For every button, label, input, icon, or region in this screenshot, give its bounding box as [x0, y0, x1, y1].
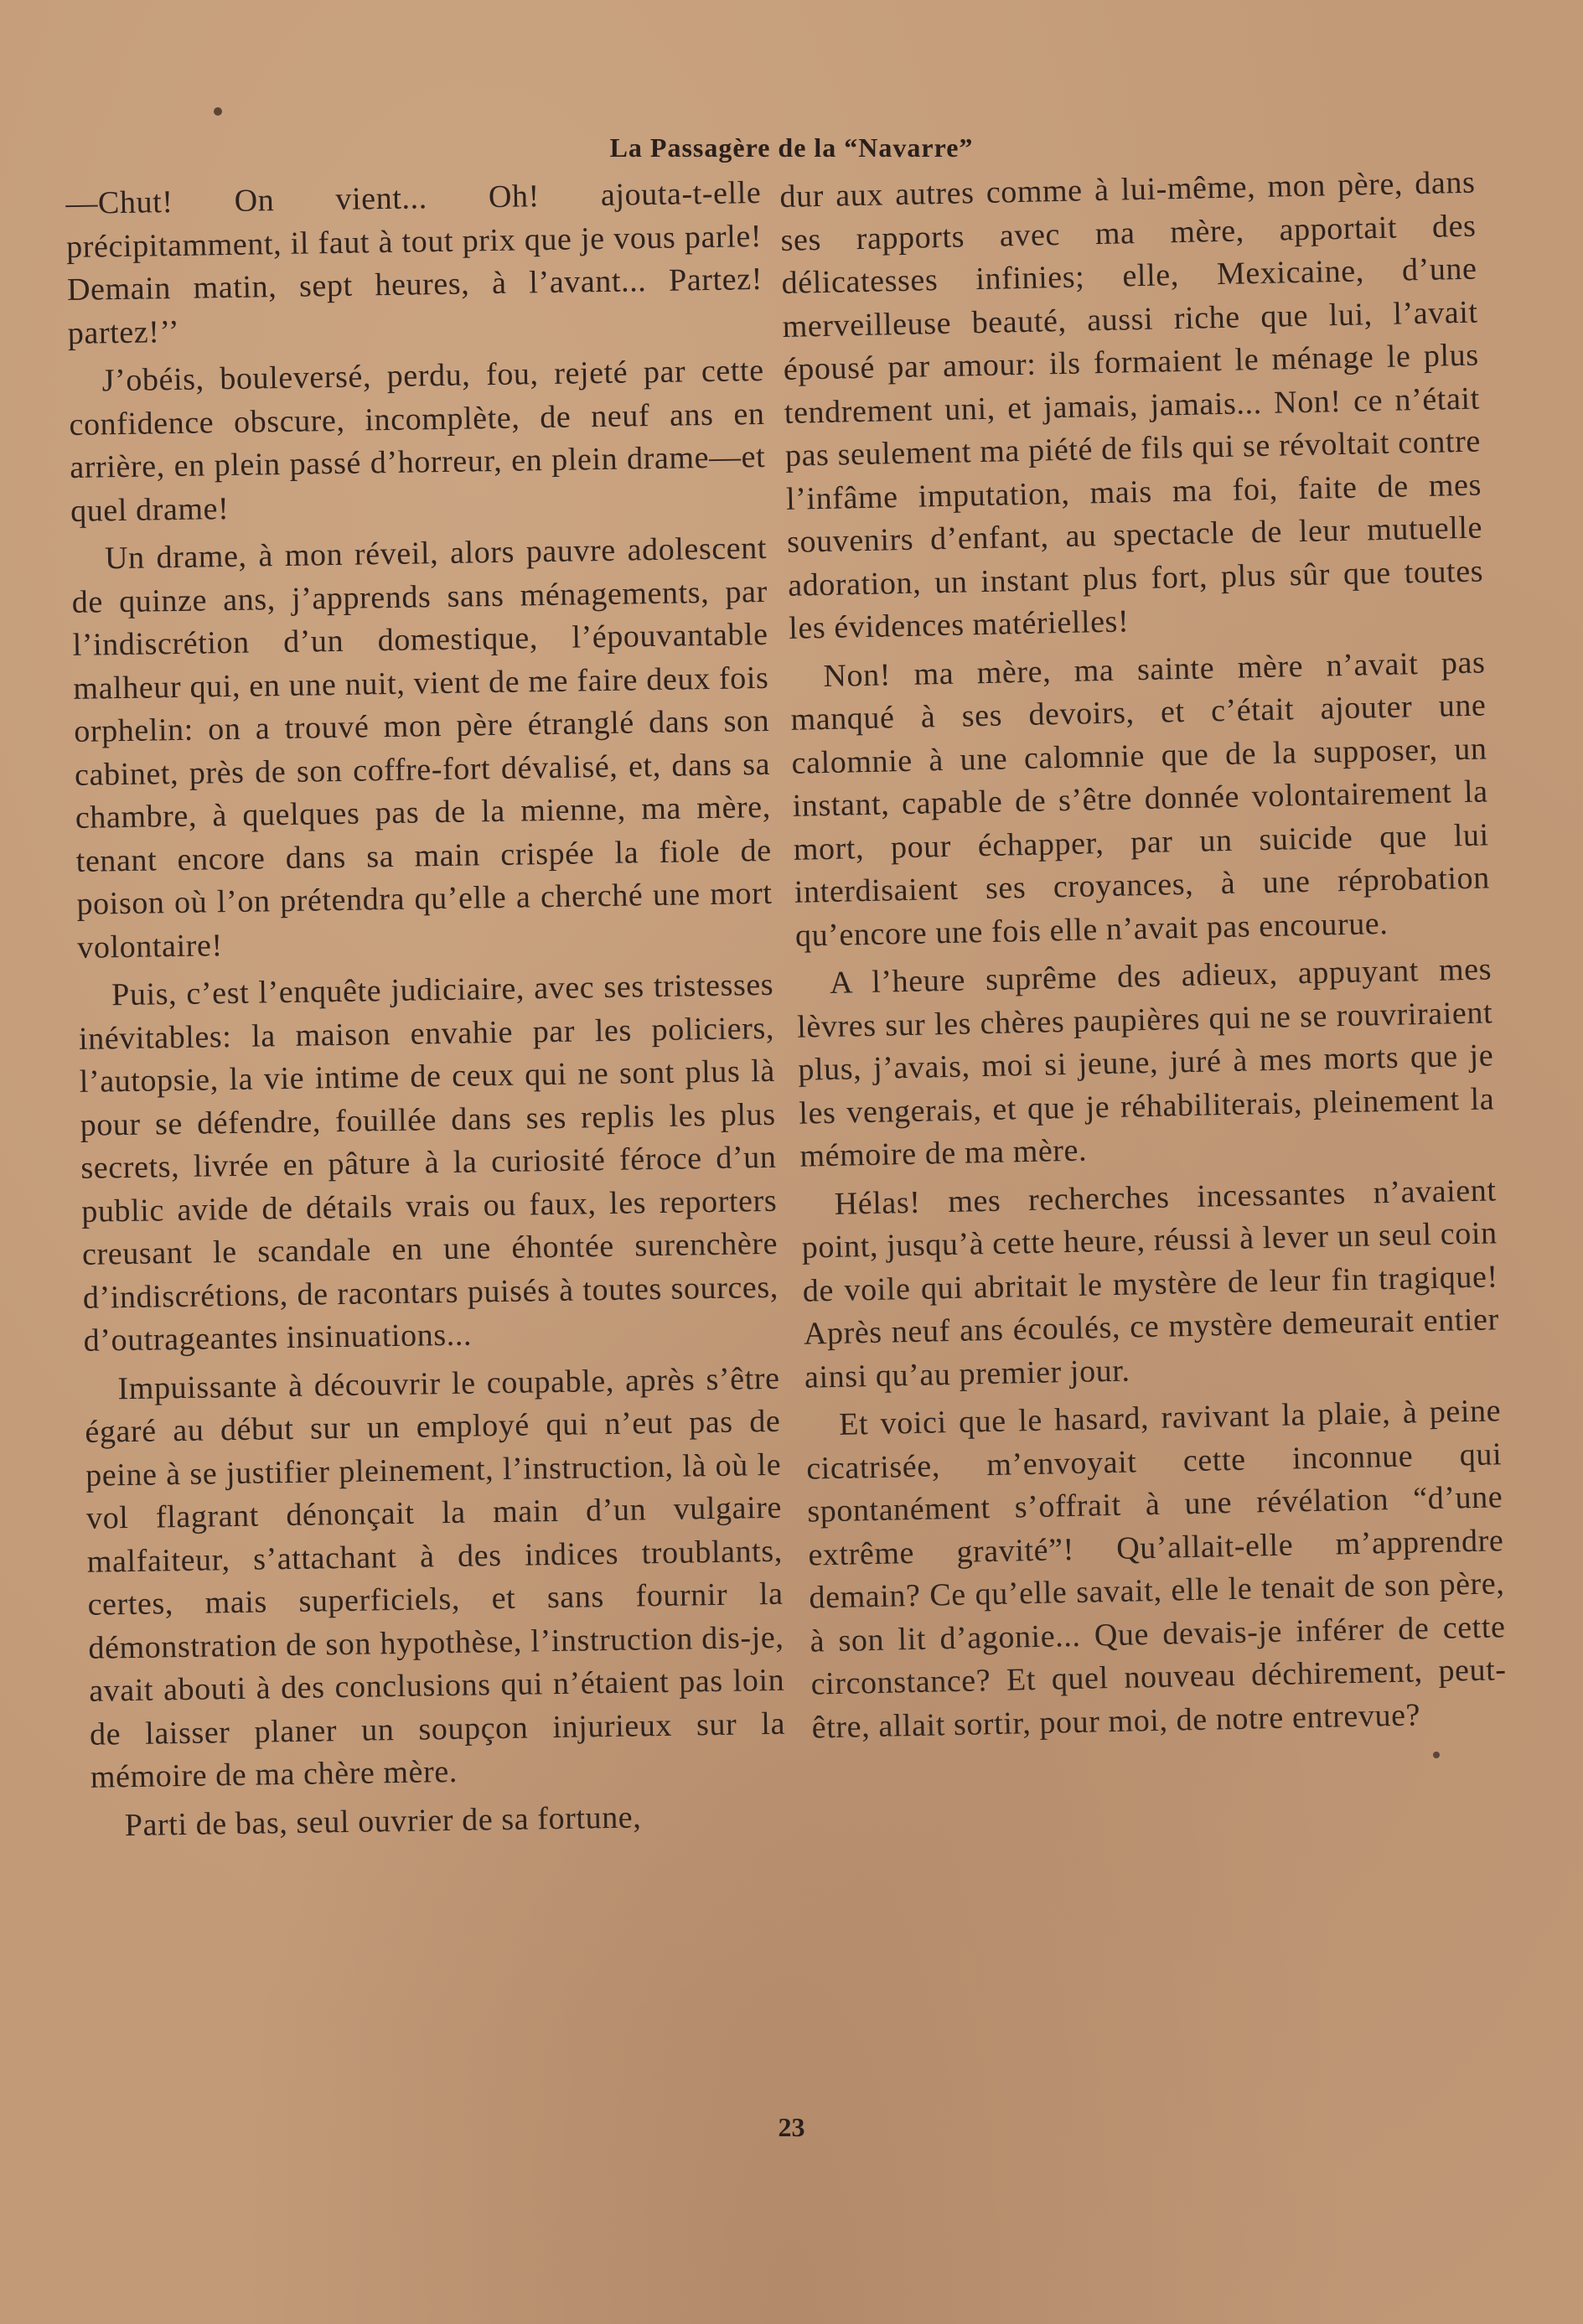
paragraph: dur aux autres comme à lui-même, mon père, dans ses rapports avec ma mère, apportait des délicatesses infinies; elle, Mexicaine, d’une merveilleuse beauté, aussi riche que lui, l’avait épousé par amour: ils formaient le ménage le plus tendrement uni, et jamais, jamais... Non! ce n’était pas seulement ma piété de fils qui se révoltait contre l’infâme imputation, mais ma foi, faite de mes souvenirs d’enfant, au spectacle de leur mutuelle adoration, un instant plus fort, plus sûr que toutes les évidences matérielles! [779, 164, 1484, 646]
paragraph: Non! ma mère, ma sainte mère n’avait pas manqué à ses devoirs, et c’était ajouter une calomnie à une calomnie que de la supposer, un instant, capable de s’être donnée volontairement la mort, pour échapper, par un suicide que lui interdisaient ses croyances, à une réprobation qu’encore une fois elle n’avait pas encourue. [790, 644, 1491, 954]
paragraph: J’obéis, bouleversé, perdu, fou, rejeté par cette confidence obscure, incomplète, de neuf ans en arrière, en plein passé d’horreur, en plein drame—et quel drame! [69, 352, 766, 529]
paragraph: Parti de bas, seul ouvrier de sa fortune, [124, 1799, 642, 1843]
paragraph: A l’heure suprême des adieux, appuyant mes lèvres sur les chères paupières qui ne se rouvriraient plus, j’avais, moi si jeune, juré à mes morts que je les vengerais, et que je réhabiliterais, pleinement la mémoire de ma mère. [796, 951, 1495, 1174]
page-number: 23 [778, 2112, 805, 2142]
paragraph: Un drame, à mon réveil, alors pauvre adolescent de quinze ans, j’apprends sans ménagements, par l’indiscrétion d’un domestique, l’épouvantable malheur qui, en une nuit, vient de me faire deux fois orphelin: on a trouvé mon père étranglé dans son cabinet, près de son coffre-fort dévalisé, et, dans sa chambre, à quelques pas de la mienne, ma mère, tenant encore dans sa main crispée la fiole de poison où l’on prétendra qu’elle a cherché une mort volontaire! [71, 530, 773, 965]
ink-speck [214, 107, 222, 116]
paragraph: Et voici que le hasard, ravivant la plaie, à peine cicatrisée, m’envoyait cette inconnue qui spontanément s’offrait à une révélation “d’une extrême gravité”! Qu’allait-elle m’apprendre demain? Ce qu’elle savait, elle le tenait de son père, à son lit d’agonie... Que devais-je inférer de cette circonstance? Et quel nouveau déchirement, peut-être, allait sortir, pour moi, de notre entrevue? [805, 1393, 1507, 1746]
ink-speck [1433, 1752, 1440, 1758]
left-column [65, 172, 787, 1853]
paragraph: Puis, c’est l’enquête judiciaire, avec ses tristesses inévitables: la maison envahie par les policiers, l’autopsie, la vie intime de ceux qui ne sont plus là pour se défendre, fouillée dans ses replis les plus secrets, livrée en pâture à la curiosité féroce d’un public avide de détails vrais ou faux, les reporters creusant le scandale en une éhontée surenchère d’indiscrétions, de racontars puisés à toutes sources, d’outrageantes insinuations... [78, 966, 779, 1359]
right-column [779, 162, 1508, 1755]
paragraph: —Chut! On vient... Oh! ajouta-t-elle précipitamment, il faut à tout prix que je vous parle! Demain matin, sept heures, à l’avant... Partez! partez!’’ [65, 174, 763, 351]
paragraph: Impuissante à découvrir le coupable, après s’être égaré au début sur un employé qui n’eut pas de peine à se justifier pleinement, l’instruction, là où le vol flagrant dénonçait la main d’un vulgaire malfaiteur, s’attachant à des indices troublants, certes, mais superficiels, et sans fournir la démonstration de son hypothèse, l’instruction dis-je, avait abouti à des conclusions qui n’étaient pas loin de laisser planer un soupçon injurieux sur la mémoire de ma chère mère. [85, 1360, 786, 1795]
paragraph: Hélas! mes recherches incessantes n’avaient point, jusqu’à cette heure, réussi à lever un seul coin de voile qui abritait le mystère de leur fin tragique! Après neuf ans écoulés, ce mystère demeurait entier ainsi qu’au premier jour. [801, 1172, 1500, 1395]
running-header: La Passagère de la “Navarre” [609, 132, 974, 163]
